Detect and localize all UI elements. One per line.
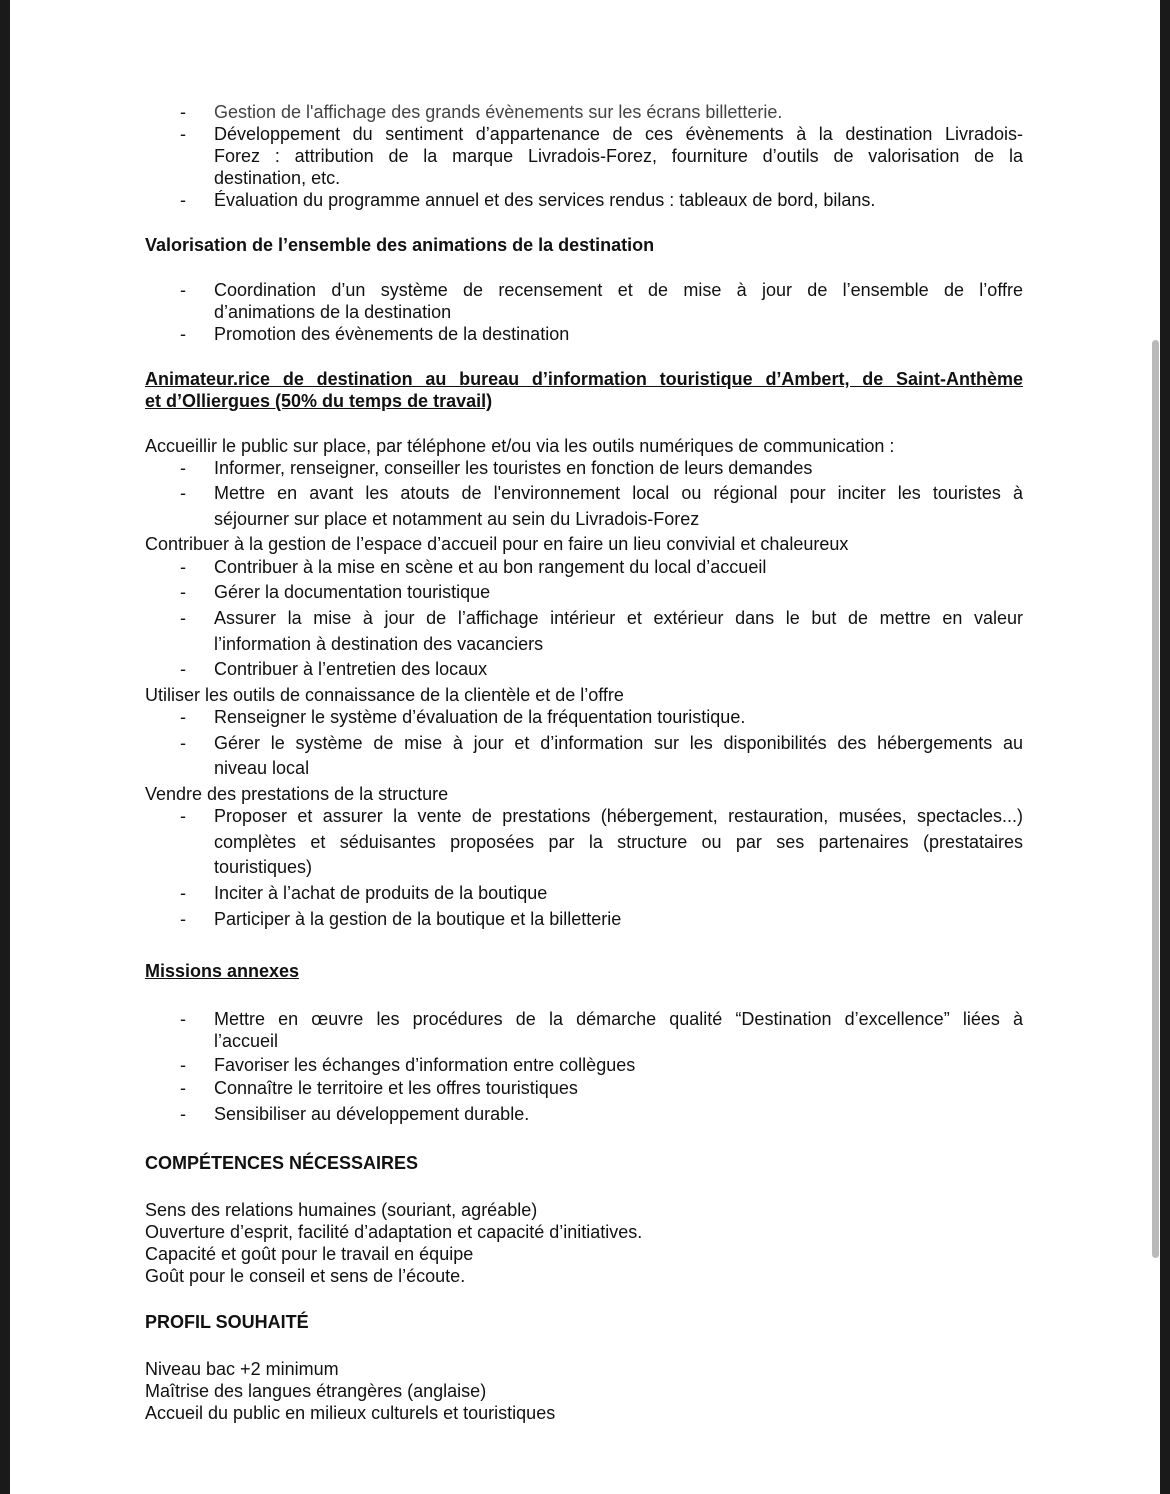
list-item: Évaluation du programme annuel et des services rendus : tableaux de bord, bilans. [214, 190, 876, 210]
list-item: Sensibiliser au développement durable. [214, 1104, 530, 1124]
section-heading-missions-annexes: Missions annexes [145, 961, 300, 981]
list-item: Informer, renseigner, conseiller les touristes en fonction de leurs demandes [214, 458, 813, 478]
list-item: Gérer la documentation touristique [214, 582, 491, 602]
bullet-dash: - [180, 733, 186, 753]
text-line: Sens des relations humaines (souriant, agréable) [145, 1200, 538, 1220]
section-heading-animateur: Animateur.rice de destination au bureau d’information touristique d’Ambert, de Saint-Anthème [145, 369, 1023, 389]
list-item: Promotion des évènements de la destination [214, 324, 570, 344]
bullet-dash: - [180, 806, 186, 826]
list-item: Connaître le territoire et les offres touristiques [214, 1078, 578, 1098]
section-heading-animateur-continuation: et d’Olliergues (50% du temps de travail) [145, 391, 493, 411]
scrollbar-thumb[interactable] [1152, 340, 1159, 1258]
paragraph-contribuer: Contribuer à la gestion de l’espace d’accueil pour en faire un lieu convivial et chaleureux [145, 534, 849, 554]
list-item: Développement du sentiment d’appartenance de ces évènements à la destination Livradois- [214, 124, 1023, 144]
bullet-dash: - [180, 608, 186, 628]
bullet-dash: - [180, 582, 186, 602]
bullet-dash: - [180, 102, 186, 122]
bullet-dash: - [180, 707, 186, 727]
list-item: Mettre en œuvre les procédures de la démarche qualité “Destination d’excellence” liées à [214, 1009, 1023, 1029]
bullet-dash: - [180, 458, 186, 478]
bullet-dash: - [180, 557, 186, 577]
bullet-dash: - [180, 883, 186, 903]
text-line: Accueil du public en milieux culturels et touristiques [145, 1403, 556, 1423]
text-line: Goût pour le conseil et sens de l’écoute. [145, 1266, 466, 1286]
list-item: Proposer et assurer la vente de prestations (hébergement, restauration, musées, spectacles...) [214, 806, 1023, 826]
list-item: Assurer la mise à jour de l’affichage intérieur et extérieur dans le but de mettre en valeur [214, 608, 1023, 628]
section-heading-competences: COMPÉTENCES NÉCESSAIRES [145, 1153, 419, 1173]
bullet-dash: - [180, 1078, 186, 1098]
list-item: Gérer le système de mise à jour et d’information sur les disponibilités des hébergements au [214, 733, 1023, 753]
text-line: Capacité et goût pour le travail en équipe [145, 1244, 474, 1264]
list-item: Renseigner le système d’évaluation de la fréquentation touristique. [214, 707, 746, 727]
bullet-dash: - [180, 280, 186, 300]
paragraph-accueillir: Accueillir le public sur place, par téléphone et/ou via les outils numériques de communication : [145, 436, 895, 456]
list-item-continuation: Forez : attribution de la marque Livradois-Forez, fourniture d’outils de valorisation de la [214, 146, 1023, 166]
list-item-continuation: d’animations de la destination [214, 302, 452, 322]
section-heading-valorisation: Valorisation de l’ensemble des animations de la destination [145, 235, 655, 255]
list-item: Mettre en avant les atouts de l'environnement local ou régional pour inciter les touristes à [214, 483, 1023, 503]
bullet-dash: - [180, 124, 186, 144]
list-item-continuation: touristiques) [214, 857, 313, 877]
list-item-continuation: séjourner sur place et notamment au sein du Livradois-Forez [214, 509, 700, 529]
list-item: Inciter à l’achat de produits de la boutique [214, 883, 548, 903]
bullet-dash: - [180, 324, 186, 344]
list-item: Participer à la gestion de la boutique et la billetterie [214, 909, 622, 929]
list-item-continuation: niveau local [214, 758, 310, 778]
list-item-continuation: l’accueil [214, 1031, 279, 1051]
list-item-continuation: l’information à destination des vacanciers [214, 634, 544, 654]
list-item: Gestion de l'affichage des grands évènements sur les écrans billetterie. [214, 102, 783, 122]
section-heading-profil: PROFIL SOUHAITÉ [145, 1312, 309, 1332]
text-line: Ouverture d’esprit, facilité d’adaptation et capacité d’initiatives. [145, 1222, 643, 1242]
paragraph-utiliser: Utiliser les outils de connaissance de la clientèle et de l’offre [145, 685, 624, 705]
list-item-continuation: destination, etc. [214, 168, 341, 188]
viewer-right-edge [1160, 0, 1170, 1494]
bullet-dash: - [180, 1055, 186, 1075]
bullet-dash: - [180, 1104, 186, 1124]
bullet-dash: - [180, 909, 186, 929]
bullet-dash: - [180, 483, 186, 503]
list-item: Contribuer à l’entretien des locaux [214, 659, 488, 679]
text-line: Maîtrise des langues étrangères (anglaise) [145, 1381, 487, 1401]
paragraph-vendre: Vendre des prestations de la structure [145, 784, 449, 804]
bullet-dash: - [180, 190, 186, 210]
list-item-continuation: complètes et séduisantes proposées par la structure ou par ses partenaires (prestataires [214, 832, 1023, 852]
bullet-dash: - [180, 659, 186, 679]
bullet-dash: - [180, 1009, 186, 1029]
list-item: Contribuer à la mise en scène et au bon rangement du local d’accueil [214, 557, 767, 577]
list-item: Favoriser les échanges d’information entre collègues [214, 1055, 636, 1075]
list-item: Coordination d’un système de recensement et de mise à jour de l’ensemble de l’offre [214, 280, 1023, 300]
text-line: Niveau bac +2 minimum [145, 1359, 339, 1379]
